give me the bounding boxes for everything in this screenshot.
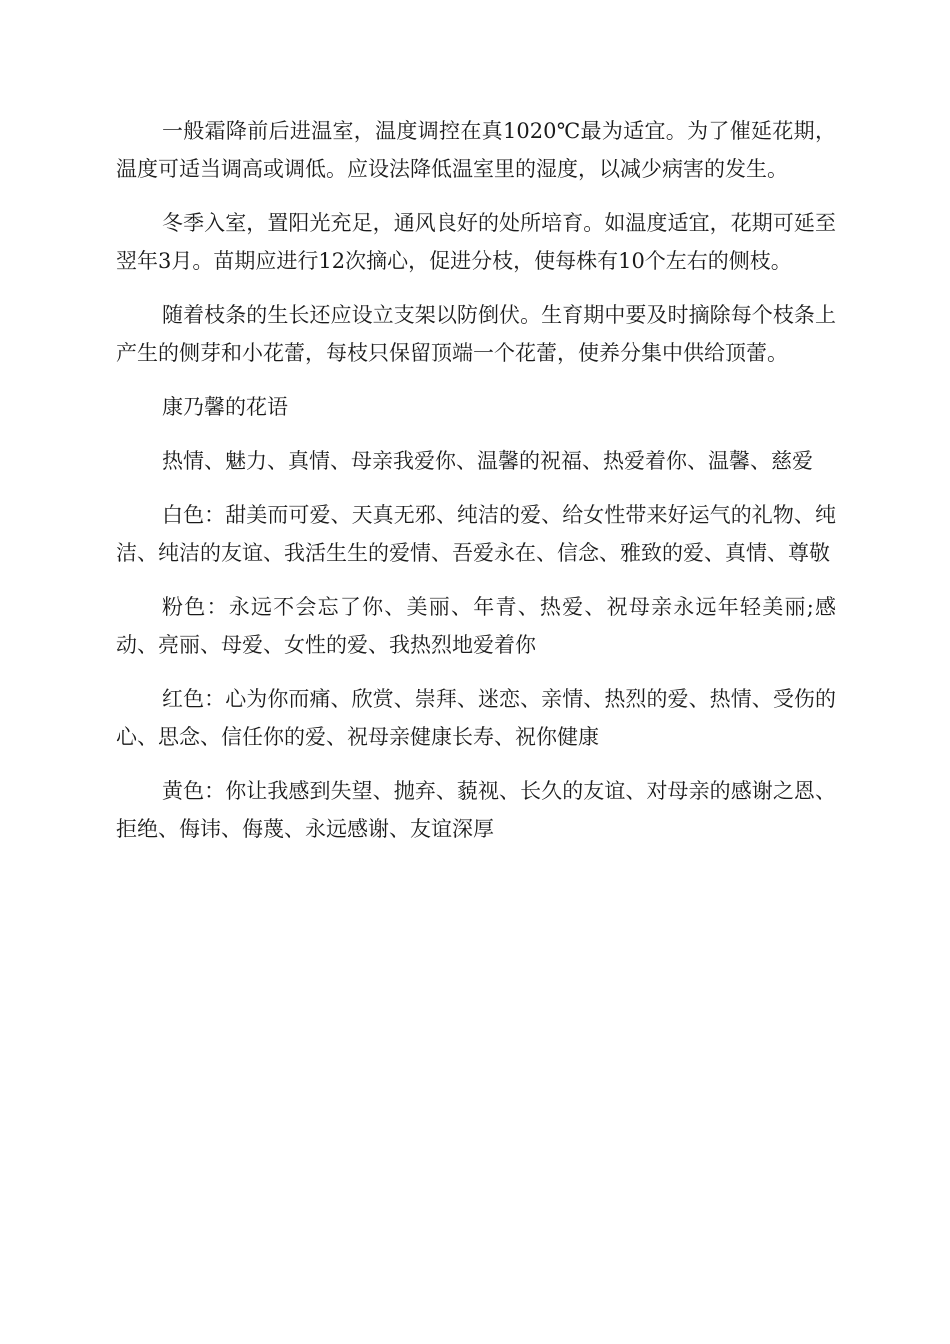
paragraph-general-meaning: 热情、魅力、真情、母亲我爱你、温馨的祝福、热爱着你、温馨、慈爱 <box>162 449 813 473</box>
paragraph-winter-care: 冬季入室，置阳光充足，通风良好的处所培育。如温度适宜，花期可延至翌年3月。苗期应进行12次摘心，促进分枝，使每株有10个左右的侧枝。 <box>116 211 836 273</box>
document-body <box>116 112 836 864</box>
paragraph-yellow-meaning: 黄色：你让我感到失望、抛弃、藐视、长久的友谊、对母亲的感谢之恩、拒绝、侮讳、侮蔑、永远感谢、友谊深厚 <box>116 779 836 841</box>
paragraph-pink-meaning: 粉色：永远不会忘了你、美丽、年青、热爱、祝母亲永远年轻美丽;感动、亮丽、母爱、女性的爱、我热烈地爱着你 <box>116 595 836 657</box>
section-heading-flower-language: 康乃馨的花语 <box>162 395 288 419</box>
paragraph-red-meaning: 红色：心为你而痛、欣赏、崇拜、迷恋、亲情、热烈的爱、热情、受伤的心、思念、信任你的爱、祝母亲健康长寿、祝你健康 <box>116 687 836 749</box>
paragraph-greenhouse-temperature: 一般霜降前后进温室，温度调控在真1020℃最为适宜。为了催延花期，温度可适当调高或调低。应设法降低温室里的湿度，以减少病害的发生。 <box>116 119 836 181</box>
paragraph-white-meaning: 白色：甜美而可爱、天真无邪、纯洁的爱、给女性带来好运气的礼物、纯洁、纯洁的友谊、我活生生的爱情、吾爱永在、信念、雅致的爱、真情、尊敬 <box>116 503 836 565</box>
paragraph-support-pruning: 随着枝条的生长还应设立支架以防倒伏。生育期中要及时摘除每个枝条上产生的侧芽和小花蕾，每枝只保留顶端一个花蕾，使养分集中供给顶蕾。 <box>116 303 836 365</box>
